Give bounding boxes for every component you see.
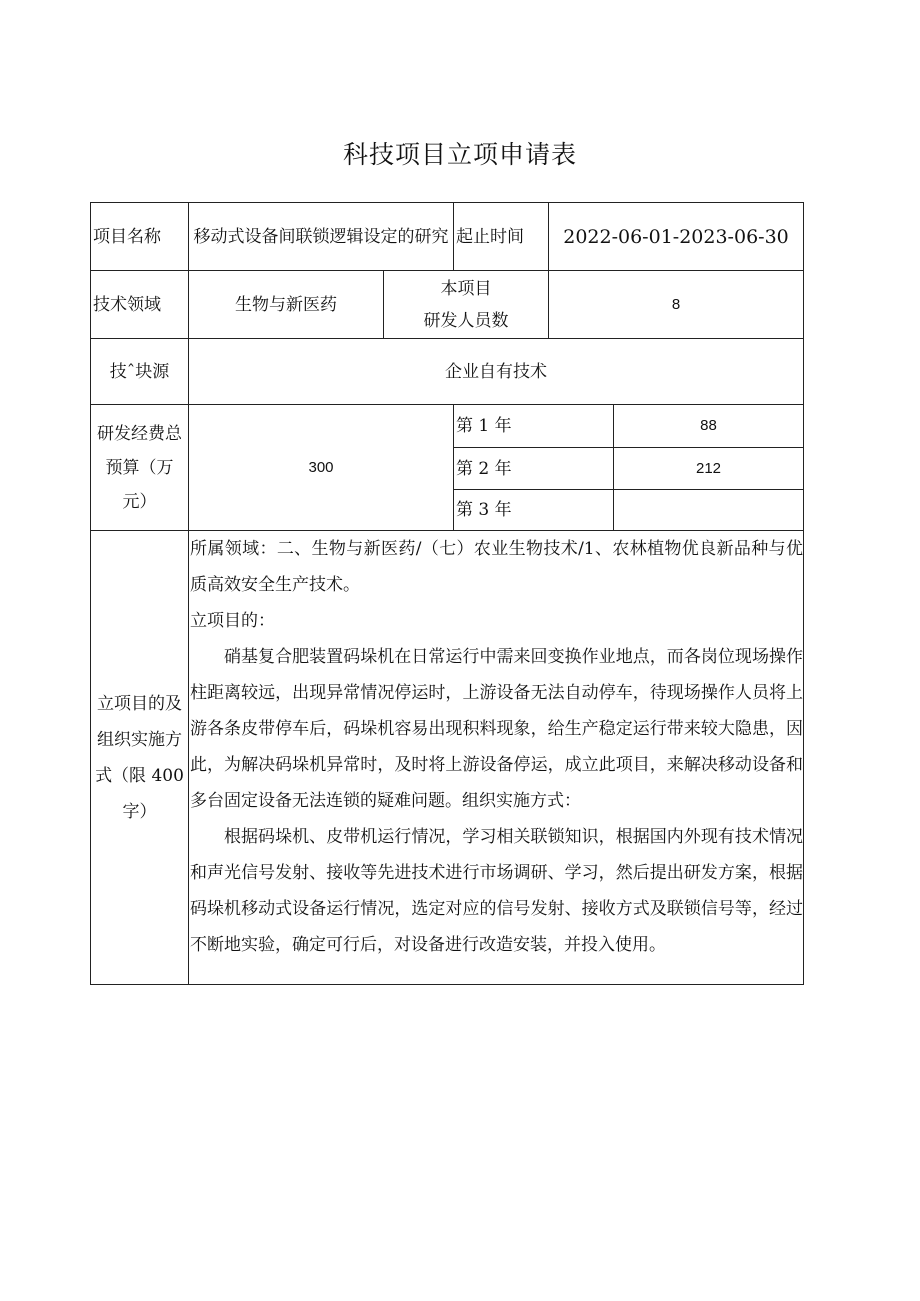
budget-year-2-label-text: 第 2 年 <box>456 458 512 479</box>
purpose-label-line-2: 组织实施方 <box>97 729 182 750</box>
period-label: 起止时间 <box>456 226 524 247</box>
document-title: 科技项目立项申请表 <box>342 140 577 169</box>
purpose-label-line-3: 式（限 400 <box>95 765 184 786</box>
staff-label-line-2: 研发人员数 <box>423 310 509 331</box>
staff-label-line-1: 本项目 <box>440 278 492 299</box>
staff-count-value: 8 <box>671 295 681 313</box>
staff-count-label <box>384 271 548 338</box>
project-name-label: 项目名称 <box>93 226 161 247</box>
purpose-label-line-1: 立项目的及 <box>97 693 182 714</box>
period-value: 2022-06-01-2023-06-30 <box>563 225 789 248</box>
budget-year-2-label <box>454 448 613 489</box>
budget-year-3-label <box>454 490 613 530</box>
budget-label <box>91 405 188 530</box>
purpose-content <box>188 531 803 963</box>
purpose-label-line-4: 字） <box>122 801 157 822</box>
purpose-label <box>91 531 188 984</box>
tech-field-value: 生物与新医药 <box>235 294 337 315</box>
field-line: 所属领域：二、生物与新医药/（七）农业生物技术/1、农林植物优良新品种与优质高效安全生产技术。 <box>190 539 803 595</box>
budget-year-2-value: 212 <box>695 459 722 477</box>
purpose-text: 硝基复合肥装置码垛机在日常运行中需来回变换作业地点，而各岗位现场操作柱距离较远，出现异常情况停运时，上游设备无法自动停车，待现场操作人员将上游各条皮带停车后，码垛机容易出现积料现象，给生产稳定运行带来较大隐患，因此，为解决码垛机异常时，及时将上游设备停运，成立此项目，来解决移动设备和多台固定设备无法连锁的疑难问题。组织实施方式： <box>190 647 803 811</box>
budget-label-line-3: 元） <box>122 491 157 512</box>
budget-year-1-value: 88 <box>700 417 717 434</box>
budget-label-line-1: 研发经费总 <box>97 423 182 444</box>
project-name-value: 移动式设备间联锁逻辑设定的研究 <box>193 226 449 247</box>
table-border-right <box>803 202 804 985</box>
budget-year-1-label-text: 第 1 年 <box>456 416 512 436</box>
tech-field-label: 技术领域 <box>93 294 161 315</box>
method-text: 根据码垛机、皮带机运行情况，学习相关联锁知识，根据国内外现有技术情况和声光信号发射、接收等先进技术进行市场调研、学习，然后提出研发方案，根据码垛机移动式设备运行情况，选定对应的信号发射、接收方式及联锁信号等，经过不断地实验，确定可行后，对设备进行改造安装，并投入使用。 <box>190 827 803 955</box>
table-border-bottom <box>90 984 804 985</box>
purpose-heading: 立项目的： <box>190 611 275 631</box>
budget-year-3-value <box>614 490 803 530</box>
budget-total-value: 300 <box>308 458 334 476</box>
budget-year-3-label-text: 第 3 年 <box>456 500 512 520</box>
budget-year-1-label <box>454 405 613 447</box>
budget-label-line-2: 预算（万 <box>105 457 174 478</box>
tech-source-label: 技ˆ块源 <box>109 361 170 382</box>
tech-source-value: 企业自有技术 <box>445 361 547 382</box>
